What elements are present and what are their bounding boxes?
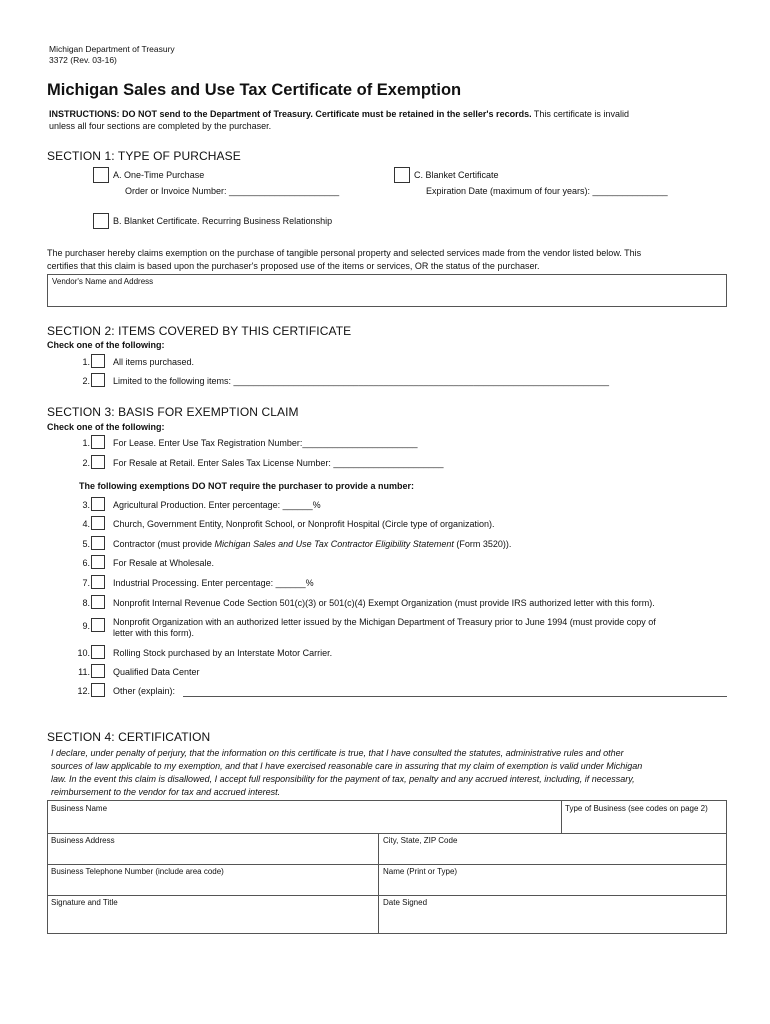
data-center-label: Qualified Data Center [113,667,200,677]
table-divider [561,800,562,833]
s3-item-num: 9. [82,621,90,631]
other-checkbox[interactable] [91,683,105,697]
s3-item-num: 7. [82,578,90,588]
for-lease-checkbox[interactable] [91,435,105,449]
other-explain-field[interactable] [183,696,727,697]
instructions-rest: This certificate is invalid [531,109,629,119]
business-phone-field[interactable]: Business Telephone Number (include area code) [51,867,224,876]
other-label: Other (explain): [113,686,176,696]
expiration-date-field[interactable]: Expiration Date (maximum of four years): _______________ [426,186,668,196]
no-number-note: The following exemptions DO NOT require the purchaser to provide a number: [79,481,415,491]
section2-check-one: Check one of the following: [47,340,165,350]
contractor-text-a: Contractor (must provide [113,539,215,549]
section1-heading: SECTION 1: TYPE OF PURCHASE [47,149,241,163]
s2-item-num: 1. [82,357,90,367]
one-time-purchase-checkbox[interactable] [93,167,109,183]
declaration-2: sources of law applicable to my exemption, and that I have exercised reasonable care in assuring that my claim of exemption is valid under Michigan [51,761,643,771]
s3-item-num: 2. [82,458,90,468]
s3-item-num: 3. [82,500,90,510]
rolling-stock-checkbox[interactable] [91,645,105,659]
data-center-checkbox[interactable] [91,664,105,678]
signature-title-field[interactable]: Signature and Title [51,898,118,907]
recurring-blanket-label: B. Blanket Certificate. Recurring Business Relationship [113,216,333,226]
s3-item-num: 12. [77,686,90,696]
date-signed-field[interactable]: Date Signed [383,898,428,907]
agricultural-checkbox[interactable] [91,497,105,511]
page-title: Michigan Sales and Use Tax Certificate of Exemption [47,81,462,99]
s3-item-num: 5. [82,539,90,549]
contractor-text-b: (Form 3520)). [453,539,512,549]
claim-text-2: certifies that this claim is based upon the purchaser's proposed use of the items or services, OR the status of the purchaser. [47,261,540,271]
order-number-field[interactable]: Order or Invoice Number: ______________________ [125,186,340,196]
contractor-label [113,539,511,550]
declaration-3: law. In the event this claim is disallowed, I accept full responsibility for the payment of tax, penalty and any accrued interest, including, if necessary, [51,774,635,784]
vendor-label: Vendor's Name and Address [52,277,154,286]
one-time-purchase-label: A. One-Time Purchase [113,170,205,180]
s3-item-num: 6. [82,558,90,568]
rolling-stock-label: Rolling Stock purchased by an Interstate Motor Carrier. [113,648,333,658]
all-items-label: All items purchased. [113,357,195,367]
table-divider [47,833,727,834]
nonprofit-letter-label-2: letter with this form). [113,628,195,638]
city-state-zip-field[interactable]: City, State, ZIP Code [383,836,458,845]
section4-heading: SECTION 4: CERTIFICATION [47,730,211,744]
business-address-field[interactable]: Business Address [51,836,115,845]
for-lease-field[interactable]: For Lease. Enter Use Tax Registration Number:_______________________ [113,438,418,448]
nonprofit-501c-checkbox[interactable] [91,595,105,609]
name-print-field[interactable]: Name (Print or Type) [383,867,458,876]
resale-wholesale-label: For Resale at Wholesale. [113,558,215,568]
instructions [49,109,629,120]
section3-check-one: Check one of the following: [47,422,165,432]
contractor-statement-title: Michigan Sales and Use Tax Contractor Eligibility Statement [214,539,454,549]
declaration-4: reimbursement to the vendor for tax and accrued interest. [51,787,281,797]
agency-name: Michigan Department of Treasury [49,44,175,54]
all-items-checkbox[interactable] [91,354,105,368]
s3-item-num: 10. [77,648,90,658]
church-government-label: Church, Government Entity, Nonprofit School, or Nonprofit Hospital (Circle type of organization). [113,519,495,529]
resale-wholesale-checkbox[interactable] [91,555,105,569]
industrial-processing-field[interactable]: Industrial Processing. Enter percentage: ______% [113,578,314,588]
vendor-name-address-field[interactable] [47,274,727,307]
type-of-business-field[interactable]: Type of Business (see codes on page 2) [565,804,708,813]
limited-items-field[interactable]: Limited to the following items: ___________________________________________________________________________ [113,376,609,386]
industrial-processing-checkbox[interactable] [91,575,105,589]
declaration-1: I declare, under penalty of perjury, that the information on this certificate is true, that I have consulted the statutes, administrative rules and other [51,748,624,758]
business-name-field[interactable]: Business Name [51,804,108,813]
contractor-checkbox[interactable] [91,536,105,550]
section3-heading: SECTION 3: BASIS FOR EXEMPTION CLAIM [47,405,299,419]
blanket-certificate-label: C. Blanket Certificate [414,170,499,180]
table-divider [47,895,727,896]
nonprofit-letter-checkbox[interactable] [91,618,105,632]
blanket-certificate-checkbox[interactable] [394,167,410,183]
table-divider [47,864,727,865]
agricultural-field[interactable]: Agricultural Production. Enter percentage: ______% [113,500,321,510]
s3-item-num: 8. [82,598,90,608]
s3-item-num: 11. [78,667,90,677]
table-divider [378,833,379,934]
section2-heading: SECTION 2: ITEMS COVERED BY THIS CERTIFICATE [47,324,352,338]
s3-item-num: 4. [82,519,90,529]
instructions-bold: INSTRUCTIONS: DO NOT send to the Department of Treasury. Certificate must be retained in the seller's records. [49,109,532,119]
nonprofit-501c-label: Nonprofit Internal Revenue Code Section 501(c)(3) or 501(c)(4) Exempt Organization (must provide IRS authorized letter with this form). [113,598,655,608]
limited-items-checkbox[interactable] [91,373,105,387]
s2-item-num: 2. [82,376,90,386]
recurring-blanket-checkbox[interactable] [93,213,109,229]
for-resale-retail-checkbox[interactable] [91,455,105,469]
claim-text-1: The purchaser hereby claims exemption on the purchase of tangible personal property and selected services made from the vendor listed below. This [47,248,642,258]
church-government-checkbox[interactable] [91,516,105,530]
s3-item-num: 1. [82,438,90,448]
for-resale-retail-field[interactable]: For Resale at Retail. Enter Sales Tax License Number: ______________________ [113,458,444,468]
form-revision: 3372 (Rev. 03-16) [49,55,117,65]
instructions-line2: unless all four sections are completed by the purchaser. [49,121,272,131]
nonprofit-letter-label-1: Nonprofit Organization with an authorized letter issued by the Michigan Department of Treasury prior to June 1994 (must provide copy of [113,617,656,627]
